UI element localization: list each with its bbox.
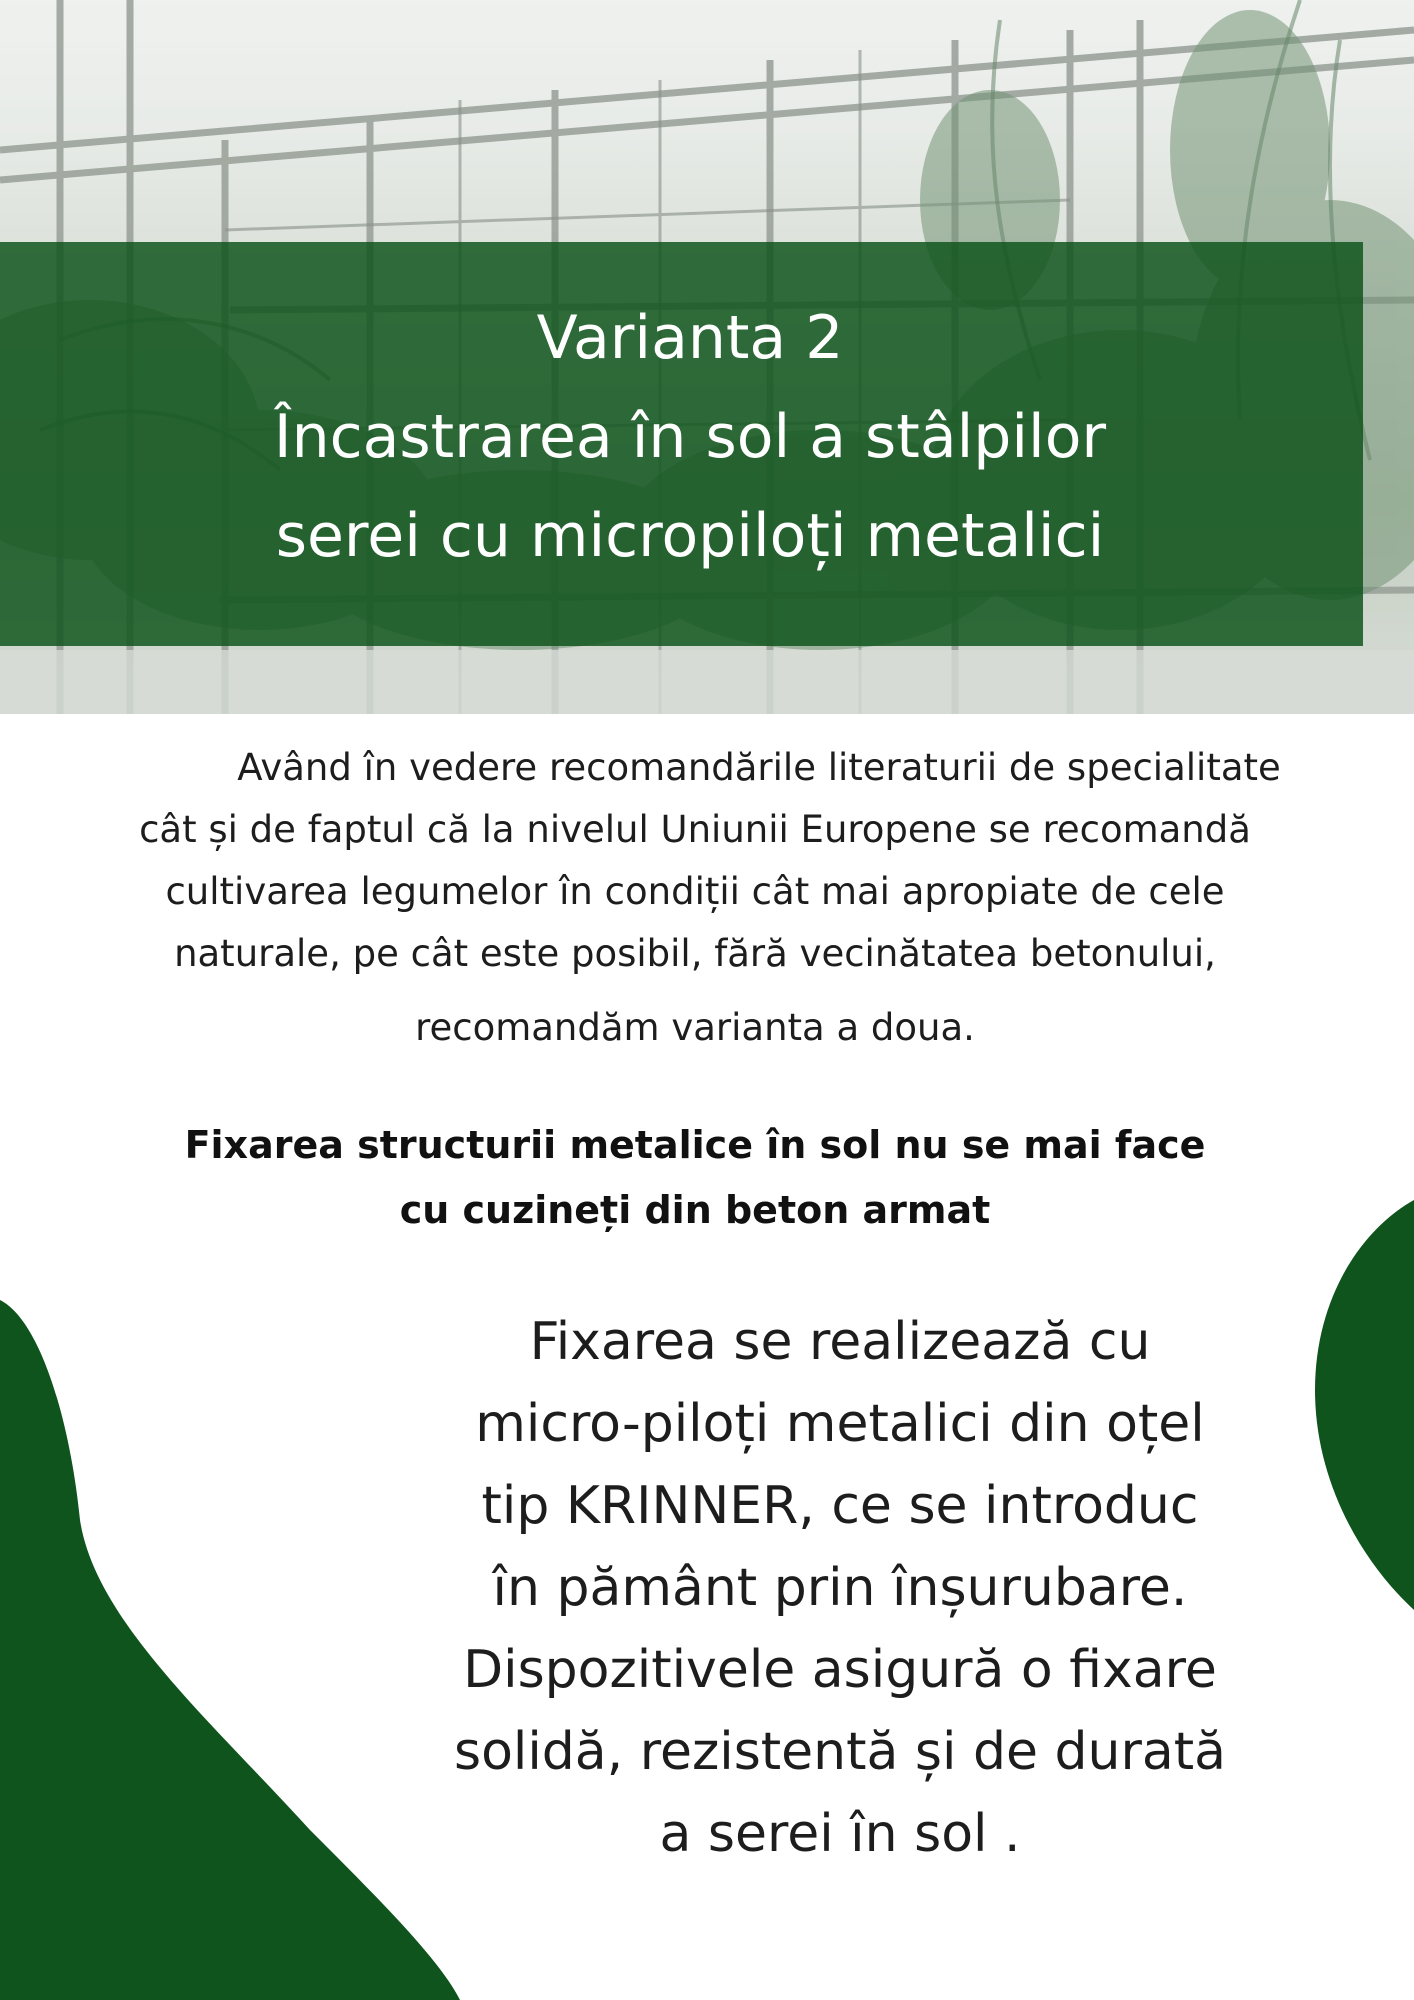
left-blob-shape <box>0 1300 460 2000</box>
intro-line-2: cât și de faptul că la nivelul Uniunii Europene se recomandă <box>139 808 1251 851</box>
body-line-7: a serei în sol . <box>659 1804 1021 1864</box>
body-line-5: Dispozitivele asigură o fixare <box>463 1640 1217 1700</box>
body-line-4: în pământ prin înșurubare. <box>492 1558 1188 1618</box>
highlight-line-1: Fixarea structurii metalice în sol nu se mai face <box>184 1123 1206 1167</box>
body-line-3: tip KRINNER, ce se introduc <box>481 1476 1199 1536</box>
intro-line-1: Având în vedere recomandările literaturii de specialitate <box>237 746 1281 789</box>
highlight-line-2: cu cuzineți din beton armat <box>399 1188 991 1232</box>
right-blob-shape <box>1315 1200 1414 1610</box>
intro-line-4: naturale, pe cât este posibil, fără vecinătatea betonului, <box>174 932 1216 975</box>
title-line-1: Varianta 2 <box>536 303 844 373</box>
intro-line-3: cultivarea legumelor în condiții cât mai apropiate de cele <box>165 870 1225 913</box>
body-line-1: Fixarea se realizează cu <box>529 1312 1151 1372</box>
body-line-6: solidă, rezistentă și de durată <box>454 1722 1226 1782</box>
title-line-3: serei cu micropiloți metalici <box>275 501 1105 571</box>
intro-line-5: recomandăm varianta a doua. <box>415 1006 975 1049</box>
body-line-2: micro-piloți metalici din oțel <box>475 1394 1205 1454</box>
title-line-2: Încastrarea în sol a stâlpilor <box>273 402 1107 472</box>
